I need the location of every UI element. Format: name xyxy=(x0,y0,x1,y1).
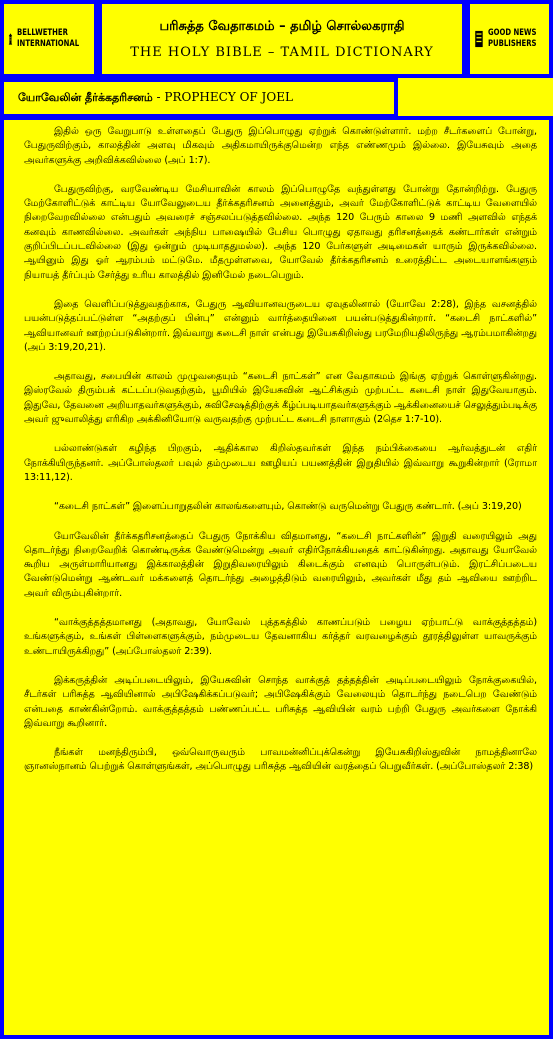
section-title-tamil: யோவேலின் தீர்க்கதரிசனம் xyxy=(18,91,153,104)
bellwether-logo-text: BELLWETHER INTERNATIONAL xyxy=(16,28,80,49)
paragraph: இதில் ஒரு வேறுபாடு உள்ளதைப் பேதுரு இப்பொழுது ஏற்றுக் கொண்டுள்ளார். மற்ற சீடர்களைப் போன்று, பேதுருவிற்கும், காலத்தின் அளவு மிகவும் அதிகமாயிருக்குமென்ற எந்த எண்ணமும் இல்லை. இயேசுவும் அதை அவர்களுக்கு அறிவிக்கவில்லை (அப் 1:7). xyxy=(24,126,537,166)
article-panel xyxy=(0,116,553,1039)
paragraph: பல்லாண்டுகள் கழிந்த பிறகும், ஆதிக்கால கிறிஸ்தவர்கள் இந்த நம்பிக்கையை ஆர்வத்துடன் எதிர் நோக்கியிருந்தனர். அப்போஸ்தலர் பவுல் தம்முடைய ஊழியப் பயணத்தின் இறுதியில் இவ்வாறு கூறுகின்றார் (ரோமா 13:11,12). xyxy=(24,443,537,483)
paragraph: பேதுருவிற்கு, வரவேண்டிய மேசியாவின் காலம் இப்பொழுதே வந்துள்ளது போன்று தோன்றிற்று. பேதுரு மேற்கோளிட்டுக் காட்டிய யோவேலுடைய தீர்க்கதரிசனம் அனைத்தும், அவர் மேற்கோளிட்டுக் காட்டிய வேளையில் நிறைவேறவில்லை என்பதும் அவரைச் சஞ்சலப்படுத்தவில்லை. அந்த 120 பேரும் காலை 9 மணி அளவில் எந்தக் கனவும் காணவில்லை. அவர்கள் அந்நிய பாஷையில் பேசிய பொழுது ஏதாவது தரிசனத்தைக் கண்டார்கள் என்றும் குறிப்பிடப்படவில்லை (இது ஒன்றும் முடியாததுமல்ல). அந்த 120 பேர்களுள் அடிமைகள் யாரும் இருக்கவில்லை. ஆயினும் இது ஓர் ஆரம்பம் மட்டுமே. மீதமுள்ளவை, யோவேல் தீர்க்கதரிசனம் உரைத்திட்ட அடையாளங்களும் நியாயத் தீர்ப்பும் சேர்த்து உரிய காலத்தில் இனிமேல் நடைபெறும். xyxy=(24,183,537,281)
page-header xyxy=(98,0,466,78)
paragraph: அதாவது, சபையின் காலம் முழுவதையும் “கடைசி நாட்கள்” என வேதாகமம் இங்கு ஏற்றுக் கொள்ளுகின்றது. இஸ்ரவேல் திரும்பக் கட்டப்படுவதற்கும், பூமியில் இயேசுவின் ஆட்சிக்கும் முற்பட்ட கடைசி நாள் இதுவேயாகும். இதுவே, தேவனை அறியாதவர்களுக்கும், சுவிசேஷத்திற்குக் கீழ்ப்படியாதவர்களுக்கும் ஆக்கினையைச் செலுத்தும்படிக்கு அவர் ஜுவாலித்து எரிகிற அக்கினியோடு வருவதற்கு முற்பட்ட கடைசி நாளாகும் (2தெச 1:7-10). xyxy=(24,371,537,426)
section-heading xyxy=(4,82,394,106)
paragraph: “கடைசி நாட்கள்” இளைப்பாறுதலின் காலங்களையும், கொண்டு வருமென்று பேதுரு கண்டார். (அப் 3:19,20) xyxy=(54,501,522,513)
paragraph: யோவேலின் தீர்க்கதரிசனத்தைப் பேதுரு நோக்கிய விதமானது, “கடைசி நாட்களின்” இறுதி வரையிலும் அது தொடர்ந்து நிறைவேறிக் கொண்டிருக்க வேண்டுமென்று அவர் எதிர்நோக்கியதைக் காட்டுகின்றது. அதாவது யோவேல் கூறிய அருள்மாரியானது இக்காலத்தின் இறுதிவரையிலும் கிடைக்கும் எனவும் பொருள்படும். இரட்சிப்படைய வேண்டுமென்று ஆண்டவர் மக்களைத் தொடர்ந்து அழைத்திடும் வரையிலும், அவர்கள் மீது தம் ஆவியை ஊற்றிட அவர் விரும்புகின்றார். xyxy=(24,530,537,599)
bellwether-emblem-icon xyxy=(8,21,13,57)
page-title-tamil: பரிசுத்த வேதாகமம் – தமிழ் சொல்லகராதி xyxy=(159,18,405,34)
paragraph: “வாக்குத்தத்தமானது (அதாவது, யோவேல் புத்தகத்தில் காணப்படும் பழைய ஏற்பாட்டு வாக்குத்தத்தம்) உங்களுக்கும், உங்கள் பிள்ளைகளுக்கும், நம்முடைய தேவனாகிய கர்த்தர் வரவழைக்கும் தூரத்திலுள்ள யாவருக்கும் உண்டாயிருக்கிறது” (அப்போஸ்தலர் 2:39). xyxy=(24,617,537,657)
paragraph: நீங்கள் மனந்திரும்பி, ஒவ்வொருவரும் பாவமன்னிப்புக்கென்று இயேசுகிறிஸ்துவின் நாமத்தினாலே ஞானஸ்நானம் பெற்றுக் கொள்ளுங்கள், அப்பொழுது பரிசுத்த ஆவியின் வரத்தைப் பெறுவீர்கள். (அப்போஸ்தலர் 2:38) xyxy=(24,747,537,773)
bellwether-logo[interactable] xyxy=(0,0,98,78)
section-title-english: - PROPHECY OF JOEL xyxy=(156,90,293,104)
book-emblem-icon xyxy=(474,22,484,56)
good-news-logo-text: GOOD NEWS PUBLISHERS xyxy=(487,28,537,49)
good-news-logo[interactable] xyxy=(466,0,553,78)
section-title-tab xyxy=(0,78,398,118)
page-title-english: THE HOLY BIBLE – TAMIL DICTIONARY xyxy=(130,44,434,60)
paragraph: இதை வெளிப்படுத்துவதற்காக, பேதுரு ஆவியானவருடைய ஏவுதலினால் (யோவே 2:28), இந்த வசனத்தில் பயன்படுத்தப்பட்டுள்ள “அதற்குப் பின்பு” என்னும் வார்த்தையினை பயன்படுத்துகின்றார். “கடைசி நாட்களில்” ஆவியானவர் ஊற்றப்படுகின்றார். இவ்வாறு கடைசி நாள் என்பது இயேசுகிறிஸ்து பரமேறியதிலிருந்து ஆரம்பமாகின்றது (அப் 3:19,20,21). xyxy=(24,298,537,353)
article-body xyxy=(4,120,549,775)
paragraph: இக்கருத்தின் அடிப்படையிலும், இயேசுவின் சொந்த வாக்குத் தத்தத்தின் அடிப்படையிலும் நோக்குகையில், சீடர்கள் பரிசுத்த ஆவியினால் அபிஷேகிக்கப்படுவர்; அபிஷேகிக்கும் வேலையும் தொடர்ந்து நடைபெற வேண்டும் என்பதை காண்கின்றோம். வாக்குத்தத்தம் பண்ணப்பட்ட பரிசுத்த ஆவியின் வரம் பற்றி பேதுரு அவர்களை நோக்கி இவ்வாறு கூறினார். xyxy=(24,674,537,729)
